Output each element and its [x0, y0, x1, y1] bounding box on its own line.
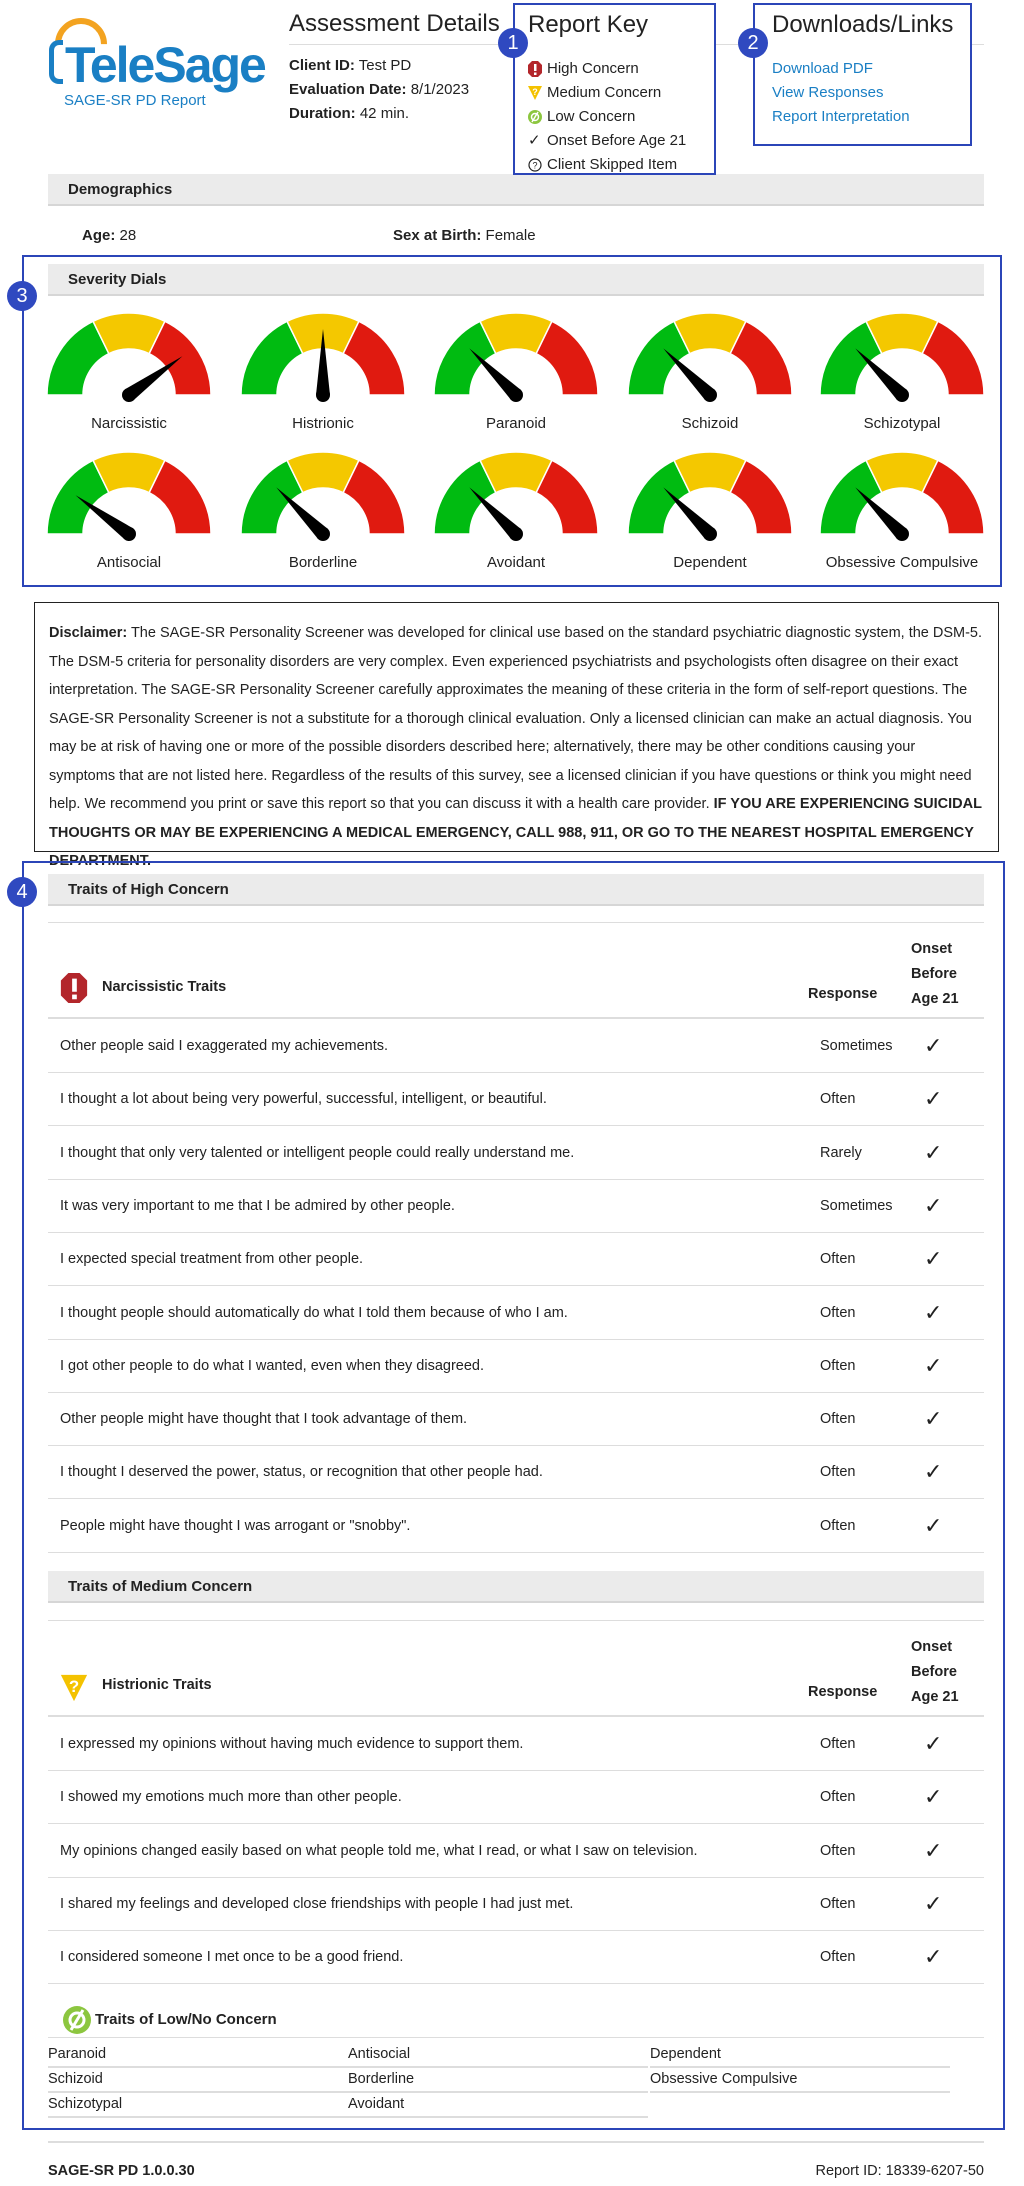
key-label: Onset Before Age 21	[547, 132, 687, 149]
eval-date: 8/1/2023	[410, 81, 470, 98]
sex-field	[393, 224, 536, 248]
sex-label: Sex at Birth:	[393, 227, 482, 244]
low-divider	[48, 2037, 984, 2038]
report-subtitle: SAGE-SR PD Report	[64, 92, 206, 109]
dial-label: Borderline	[288, 554, 358, 571]
gauge-needle-hub	[895, 388, 909, 402]
check-icon: ✓	[924, 1406, 943, 1432]
check-icon: ✓	[924, 1299, 943, 1325]
low-concern-item: Dependent	[650, 2043, 950, 2068]
severity-dial-schizoid	[625, 309, 795, 432]
duration-label: Duration:	[289, 105, 356, 122]
downloads-links	[753, 3, 972, 146]
check-icon: ✓	[528, 132, 541, 149]
question-text: I got other people to do what I wanted, even when they disagreed.	[60, 1357, 485, 1374]
onset-header-line: Before	[911, 1664, 957, 1680]
low-concern-item: Paranoid	[48, 2043, 348, 2068]
table-row	[48, 1180, 984, 1233]
severity-dial-antisocial	[44, 448, 214, 571]
severity-dials-title: Severity Dials	[68, 270, 167, 288]
low-concern-item: Borderline	[348, 2068, 648, 2093]
check-icon: ✓	[924, 1944, 943, 1970]
demographics-title: Demographics	[68, 180, 173, 198]
response-header: Response	[808, 1684, 878, 1700]
question-text: I shared my feelings and developed close friendships with people I had just met.	[60, 1895, 574, 1912]
low-concern-title: Traits of Low/No Concern	[95, 2011, 277, 2028]
gauge-needle-hub	[122, 388, 136, 402]
assessment-details	[289, 54, 469, 126]
check-icon: ✓	[924, 1837, 943, 1863]
gauge-needle-hub	[895, 527, 909, 541]
download-pdf-link[interactable]: Download PDF	[772, 60, 873, 77]
dial-label: Obsessive Compulsive	[825, 554, 979, 571]
gauge-needle-hub	[316, 527, 330, 541]
downloads-title: Downloads/Links	[772, 11, 954, 38]
table-row	[48, 1073, 984, 1126]
onset-header	[911, 937, 959, 1012]
key-label: Client Skipped Item	[547, 156, 678, 173]
low-concern-item: Obsessive Compulsive	[650, 2068, 950, 2093]
response-value: Often	[820, 1789, 856, 1806]
onset-header-line: Onset	[911, 941, 953, 957]
emergency-notice: IF YOU ARE EXPERIENCING SUICIDAL THOUGHTS OR MAY BE EXPERIENCING A MEDICAL EMERGENCY, CALL 988, 911, OR GO TO THE NEAREST HOSPITAL EMERGENCY DEPARTMENT.	[49, 796, 982, 869]
response-header: Response	[808, 986, 878, 1002]
dial-label: Dependent	[673, 554, 747, 571]
badge-2: 2	[738, 28, 768, 58]
footer-divider	[48, 2141, 984, 2143]
high-concern-title: Traits of High Concern	[68, 880, 229, 898]
question-text: Other people said I exaggerated my achievements.	[60, 1038, 389, 1054]
medium-concern-header	[48, 1571, 984, 1603]
severity-dial-borderline	[238, 448, 408, 571]
severity-dial-avoidant	[431, 448, 601, 571]
check-icon: ✓	[924, 1033, 943, 1058]
age-value: 28	[119, 227, 137, 244]
key-medium-concern	[528, 81, 686, 105]
question-text: I thought I deserved the power, status, or recognition that other people had.	[60, 1464, 543, 1481]
severity-dial-histrionic	[238, 309, 408, 432]
response-value: Often	[820, 1464, 856, 1481]
question-text: I showed my emotions much more than other people.	[60, 1789, 402, 1806]
response-value: Often	[820, 1251, 856, 1268]
dial-label: Narcissistic	[91, 415, 167, 432]
check-icon: ✓	[924, 1246, 943, 1272]
badge-4: 4	[7, 877, 37, 907]
table-row	[48, 1718, 984, 1771]
onset-header-line: Onset	[911, 1639, 953, 1655]
question-text: I expected special treatment from other people.	[60, 1251, 364, 1268]
severity-dial-dependent	[625, 448, 795, 571]
low-concern-icon	[528, 109, 542, 125]
onset-header-line: Before	[911, 966, 957, 982]
disclaimer-label: Disclaimer:	[49, 625, 128, 641]
medium-concern-icon	[60, 1673, 88, 1703]
assessment-details-title: Assessment Details	[289, 10, 500, 37]
sex-value: Female	[485, 227, 536, 244]
response-value: Often	[820, 1091, 856, 1108]
dial-label: Schizotypal	[863, 415, 941, 432]
low-concern-item: Schizotypal	[48, 2093, 348, 2118]
key-onset	[528, 129, 686, 153]
key-label: High Concern	[547, 60, 639, 77]
client-id: Test PD	[358, 57, 412, 74]
table-row	[48, 1340, 984, 1393]
low-concern-item: Antisocial	[348, 2043, 648, 2068]
check-icon: ✓	[924, 1352, 943, 1378]
question-text: I thought people should automatically do what I told them because of who I am.	[60, 1304, 568, 1321]
severity-dials-header	[48, 264, 984, 296]
question-text: I considered someone I met once to be a good friend.	[60, 1949, 404, 1966]
response-value: Often	[820, 1304, 856, 1321]
disclaimer	[34, 602, 999, 869]
response-value: Often	[820, 1842, 856, 1859]
key-low-concern	[528, 105, 686, 129]
gauge-needle-hub	[703, 527, 717, 541]
key-high-concern	[528, 57, 686, 81]
gauge-needle-hub	[509, 527, 523, 541]
question-text: It was very important to me that I be admired by other people.	[60, 1197, 455, 1214]
table-row	[48, 1233, 984, 1286]
response-value: Often	[820, 1357, 856, 1374]
medium-concern-title: Traits of Medium Concern	[68, 1577, 253, 1595]
narcissistic-traits-title: Narcissistic Traits	[102, 979, 227, 995]
low-concern-item: Schizoid	[48, 2068, 348, 2093]
table-row	[48, 1393, 984, 1446]
low-concern-icon	[63, 2006, 91, 2034]
response-value: Often	[820, 1895, 856, 1912]
check-icon: ✓	[924, 1086, 943, 1112]
badge-1: 1	[498, 28, 528, 58]
gauge-needle-hub	[122, 527, 136, 541]
question-text: People might have thought I was arrogant or "snobby".	[60, 1517, 411, 1534]
check-icon: ✓	[924, 1512, 943, 1538]
footer-report-id: Report ID: 18339-6207-50	[815, 2163, 984, 2179]
check-icon: ✓	[924, 1192, 943, 1218]
gauge-needle-hub	[316, 388, 330, 402]
high-concern-icon	[60, 973, 88, 1003]
response-value: Often	[820, 1949, 856, 1966]
key-label: Low Concern	[547, 108, 636, 125]
badge-3: 3	[7, 281, 37, 311]
table-row	[48, 1771, 984, 1824]
check-icon: ✓	[924, 1731, 943, 1756]
question-text: My opinions changed easily based on what people told me, what I read, or what I saw on television.	[60, 1842, 698, 1859]
response-value: Sometimes	[820, 1038, 893, 1054]
question-text: I thought that only very talented or intelligent people could really understand me.	[60, 1144, 575, 1161]
logo-text: TeleSage	[65, 37, 265, 93]
onset-header	[911, 1635, 959, 1710]
logo-head-icon	[49, 40, 63, 84]
demographics-header	[48, 174, 984, 206]
check-icon: ✓	[924, 1784, 943, 1810]
view-responses-link[interactable]: View Responses	[772, 84, 884, 101]
response-value: Sometimes	[820, 1197, 893, 1214]
severity-dial-paranoid	[431, 309, 601, 432]
response-value: Often	[820, 1411, 856, 1428]
narcissistic-table-header	[48, 922, 984, 1019]
footer-version: SAGE-SR PD 1.0.0.30	[48, 2163, 195, 2179]
telesage-logo	[49, 14, 265, 94]
duration: 42 min.	[359, 105, 410, 122]
dial-label: Antisocial	[96, 554, 162, 571]
severity-dial-schizotypal	[817, 309, 987, 432]
table-row	[48, 1500, 984, 1553]
severity-dial-obsessive-compulsive	[817, 448, 987, 571]
histrionic-table-header	[48, 1620, 984, 1717]
response-value: Often	[820, 1736, 856, 1752]
eval-date-label: Evaluation Date:	[289, 81, 407, 98]
client-id-label: Client ID:	[289, 57, 355, 74]
severity-dial-narcissistic	[44, 309, 214, 432]
age-field	[82, 224, 136, 248]
histrionic-traits-title: Histrionic Traits	[102, 1677, 212, 1693]
disclaimer-text: The SAGE-SR Personality Screener was developed for clinical use based on the standard psychiatric diagnostic system, the DSM-5. The DSM-5 criteria for personality disorders are very complex. Even experienced psychiatrists and psychologists often disagree on their exact interpretation. The SAGE-SR Personality Screener carefully approximates the meaning of these criteria in the form of self-report questions. The SAGE-SR Personality Screener is not a substitute for a thorough clinical evaluation. Only a licensed clinician can make an actual diagnosis. You may be at risk of having one or more of the possible disorders described here; alternatively, there may be other conditions causing your symptoms that are not listed here. Regardless of the results of this survey, see a licensed clinician if you have questions or think you might need help. We recommend you print or save this report so that you can discuss it with a health care provider.	[49, 625, 983, 812]
key-label: Medium Concern	[547, 84, 662, 101]
age-label: Age:	[82, 227, 116, 244]
table-row	[48, 1287, 984, 1340]
response-value: Often	[820, 1517, 856, 1534]
check-icon: ✓	[924, 1459, 943, 1485]
response-value: Rarely	[820, 1144, 862, 1161]
report-key	[513, 3, 716, 175]
high-concern-icon	[528, 61, 542, 77]
question-text: I expressed my opinions without having much evidence to support them.	[60, 1736, 524, 1752]
svg-text:?: ?	[68, 1676, 80, 1696]
check-icon: ✓	[924, 1139, 943, 1165]
medium-concern-icon	[528, 85, 542, 101]
dial-label: Schizoid	[681, 415, 739, 432]
question-text: Other people might have thought that I took advantage of them.	[60, 1411, 468, 1428]
svg-text:?: ?	[532, 87, 538, 97]
report-key-title: Report Key	[528, 11, 649, 38]
table-row	[48, 1127, 984, 1180]
table-row	[48, 1825, 984, 1878]
table-row	[48, 1878, 984, 1931]
table-row	[48, 1020, 984, 1073]
onset-header-line: Age 21	[911, 991, 959, 1007]
question-circle-icon	[528, 157, 542, 173]
question-text: I thought a lot about being very powerful, successful, intelligent, or beautiful.	[60, 1091, 547, 1108]
dial-label: Avoidant	[486, 554, 546, 571]
report-interpretation-link[interactable]: Report Interpretation	[772, 108, 910, 125]
check-icon: ✓	[924, 1890, 943, 1916]
dial-label: Histrionic	[292, 415, 354, 432]
table-row	[48, 1931, 984, 1984]
gauge-needle-hub	[703, 388, 717, 402]
svg-text:?: ?	[532, 160, 538, 171]
key-skipped	[528, 153, 686, 177]
gauge-needle-hub	[509, 388, 523, 402]
high-concern-header	[48, 874, 984, 906]
table-row	[48, 1446, 984, 1499]
onset-header-line: Age 21	[911, 1689, 959, 1705]
dial-label: Paranoid	[485, 415, 547, 432]
low-concern-item: Avoidant	[348, 2093, 648, 2118]
